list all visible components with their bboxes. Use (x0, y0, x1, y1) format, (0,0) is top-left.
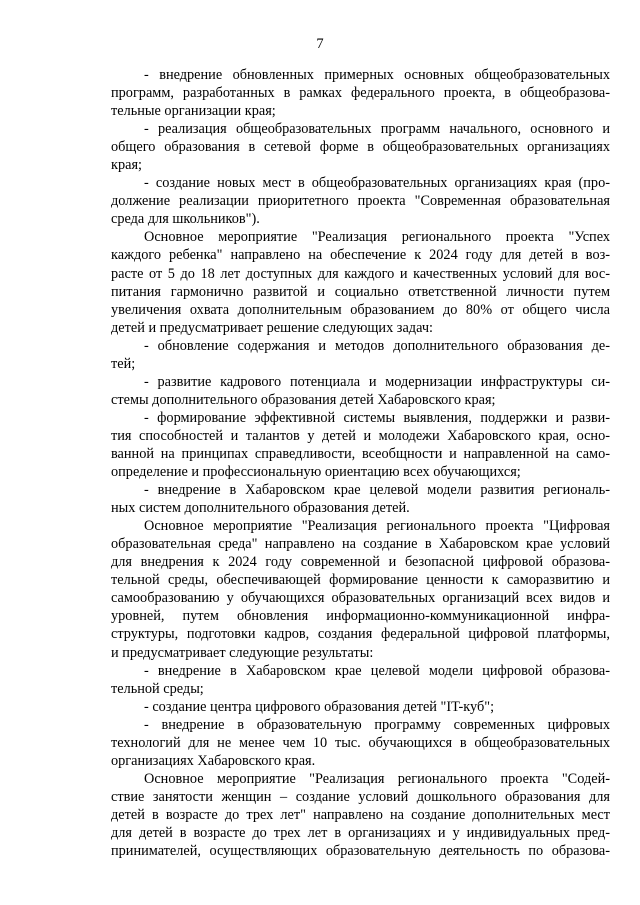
text-line: расте от 5 до 18 лет доступных для каждого и качественных условий для вос- (111, 265, 610, 282)
text-line: детей и предусматривает решение следующих задач: (111, 319, 434, 336)
text-line: Основное мероприятие "Реализация регионального проекта "Цифровая (144, 518, 610, 535)
text-line: организациях Хабаровского края. (111, 752, 316, 769)
text-line: - развитие кадрового потенциала и модернизации инфраструктуры си- (144, 373, 610, 390)
text-line: - внедрение в Хабаровском крае целевой модели развития региональ- (144, 482, 610, 499)
text-line: программ, разработанных в рамках федерального проекта, в общеобразова- (111, 85, 610, 102)
text-line: - обновление содержания и методов дополнительного образования де- (144, 337, 610, 354)
paragraph (111, 481, 610, 517)
text-line: ванной на принципах справедливости, всеобщности и направленной на само- (111, 445, 610, 462)
paragraph (111, 174, 610, 228)
text-line: общего образования в сетевой форме в общеобразовательных организациях (111, 139, 610, 156)
text-line: технологий для не менее чем 10 тыс. обучающихся в общеобразовательных (111, 734, 610, 751)
paragraph (111, 698, 610, 716)
text-line: для внедрения к 2024 году современной и безопасной цифровой образова- (111, 554, 610, 571)
document-body (111, 66, 610, 860)
paragraph (111, 120, 610, 174)
text-line: - создание новых мест в общеобразовательных организациях края (про- (144, 175, 610, 192)
text-line: для детей в возрасте до трех лет в организациях и у индивидуальных пред- (111, 824, 610, 841)
text-line: питания гармонично развитой и социально ответственной личности путем (111, 283, 610, 300)
paragraph (111, 66, 610, 120)
text-line: тельной среды, обеспечивающей формирование ценности к саморазвитию и (111, 572, 610, 589)
text-line: ствие занятости женщин – создание условий дошкольного образования для (111, 788, 610, 805)
text-line: принимателей, осуществляющих образовательную деятельность по образова- (111, 843, 610, 860)
text-line: Основное мероприятие "Реализация регионального проекта "Успех (144, 229, 610, 246)
text-line: тия способностей и талантов у детей и молодежи Хабаровского края, осно- (111, 427, 610, 444)
text-line: тельные организации края; (111, 103, 276, 120)
text-line: - формирование эффективной системы выявления, поддержки и разви- (144, 409, 610, 426)
text-line: - создание центра цифрового образования детей "IT-куб"; (144, 698, 495, 715)
text-line: уровней, путем обновления информационно-коммуникационной инфра- (111, 608, 610, 625)
text-line: увеличения охвата дополнительным образованием до 80% от общего числа (111, 301, 610, 318)
text-line: тей; (111, 355, 136, 372)
text-line: образовательная среда" направлено на создание в Хабаровском крае условий (111, 536, 610, 553)
text-line: стемы дополнительного образования детей Хабаровского края; (111, 391, 496, 408)
text-line: Основное мероприятие "Реализация регионального проекта "Содей- (144, 770, 610, 787)
text-line: структуры, подготовки кадров, создания федеральной цифровой платформы, (111, 626, 610, 643)
paragraph (111, 770, 610, 860)
text-line: ных систем дополнительного образования детей. (111, 500, 410, 517)
text-line: - внедрение обновленных примерных основных общеобразовательных (144, 67, 610, 83)
text-line: - внедрение в образовательную программу современных цифровых (144, 716, 610, 733)
text-line: среда для школьников"). (111, 211, 260, 228)
text-line: должение реализации приоритетного проекта "Современная образовательная (111, 193, 610, 210)
paragraph (111, 716, 610, 770)
paragraph (111, 228, 610, 336)
paragraph (111, 517, 610, 661)
text-line: самообразованию у обучающихся образовательных организаций всех видов и (111, 590, 610, 607)
text-line: тельной среды; (111, 680, 204, 697)
paragraph (111, 409, 610, 481)
paragraph (111, 373, 610, 409)
text-line: края; (111, 157, 142, 174)
text-line: - внедрение в Хабаровском крае целевой модели цифровой образова- (144, 662, 610, 679)
text-line: и предусматривает следующие результаты: (111, 644, 374, 661)
paragraph (111, 337, 610, 373)
text-line: каждого ребенка" направлено на обеспечение к 2024 году для детей в воз- (111, 247, 610, 264)
text-line: детей в возрасте до трех лет" направлено на создание дополнительных мест (111, 806, 610, 823)
page-number: 7 (316, 36, 324, 52)
paragraph (111, 662, 610, 698)
text-line: - реализация общеобразовательных программ начального, основного и (144, 121, 610, 138)
text-line: определение и профессиональную ориентацию всех обучающихся; (111, 464, 521, 481)
